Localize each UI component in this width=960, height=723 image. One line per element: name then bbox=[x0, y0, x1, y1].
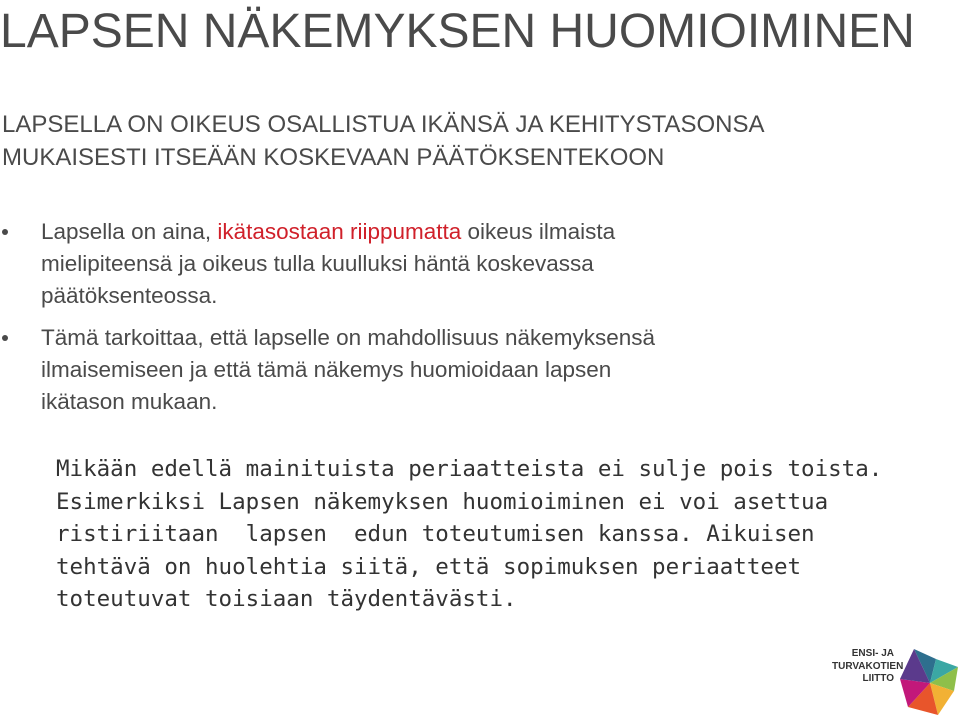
paragraph-line: Esimerkiksi Lapsen näkemyksen huomioiminen ei voi asettua bbox=[56, 488, 829, 515]
pinwheel-icon bbox=[894, 645, 960, 723]
bullet-text: Lapsella on aina, bbox=[41, 219, 218, 244]
highlighted-text: ikätasostaan riippumatta bbox=[217, 219, 462, 244]
bullet-line: päätöksenteossa. bbox=[41, 283, 218, 308]
page-title: LAPSEN NÄKEMYKSEN HUOMIOIMINEN bbox=[0, 5, 915, 58]
subtitle bbox=[2, 108, 765, 174]
paragraph-line: ristiriitaan lapsen edun toteutumisen kanssa. Aikuisen bbox=[56, 521, 815, 548]
bullet-text: oikeus ilmaista bbox=[461, 219, 616, 244]
paragraph-line: toteutuvat toisiaan täydentävästi. bbox=[56, 586, 517, 613]
organization-logo bbox=[832, 645, 960, 723]
bullet-item bbox=[0, 216, 900, 312]
subtitle-line: MUKAISESTI ITSEÄÄN KOSKEVAAN PÄÄTÖKSENTEKOON bbox=[2, 144, 665, 171]
logo-text-line: ENSI- JA bbox=[851, 648, 894, 659]
logo-text-line: LIITTO bbox=[862, 673, 894, 684]
paragraph-line: tehtävä on huolehtia siitä, että sopimuksen periaatteet bbox=[56, 553, 802, 580]
bullet-list bbox=[0, 216, 900, 418]
subtitle-line: LAPSELLA ON OIKEUS OSALLISTUA IKÄNSÄ JA KEHITYSTASONSA bbox=[2, 111, 765, 138]
bullet-item bbox=[0, 322, 900, 418]
bullet-line: mielipiteensä ja oikeus tulla kuulluksi häntä koskevassa bbox=[41, 251, 594, 276]
bullet-line: Tämä tarkoittaa, että lapselle on mahdollisuus näkemyksensä bbox=[41, 325, 656, 350]
principles-paragraph bbox=[56, 453, 882, 616]
logo-text bbox=[832, 648, 904, 686]
bullet-line bbox=[41, 216, 900, 248]
logo-text-line: TURVAKOTIEN bbox=[832, 660, 904, 672]
bullet-dot-icon bbox=[2, 335, 8, 341]
bullet-line: ikätason mukaan. bbox=[41, 389, 218, 414]
bullet-line: ilmaisemiseen ja että tämä näkemys huomioidaan lapsen bbox=[41, 357, 612, 382]
paragraph-line: Mikään edellä mainituista periaatteista ei sulje pois toista. bbox=[56, 456, 883, 482]
bullet-dot-icon bbox=[2, 229, 8, 235]
